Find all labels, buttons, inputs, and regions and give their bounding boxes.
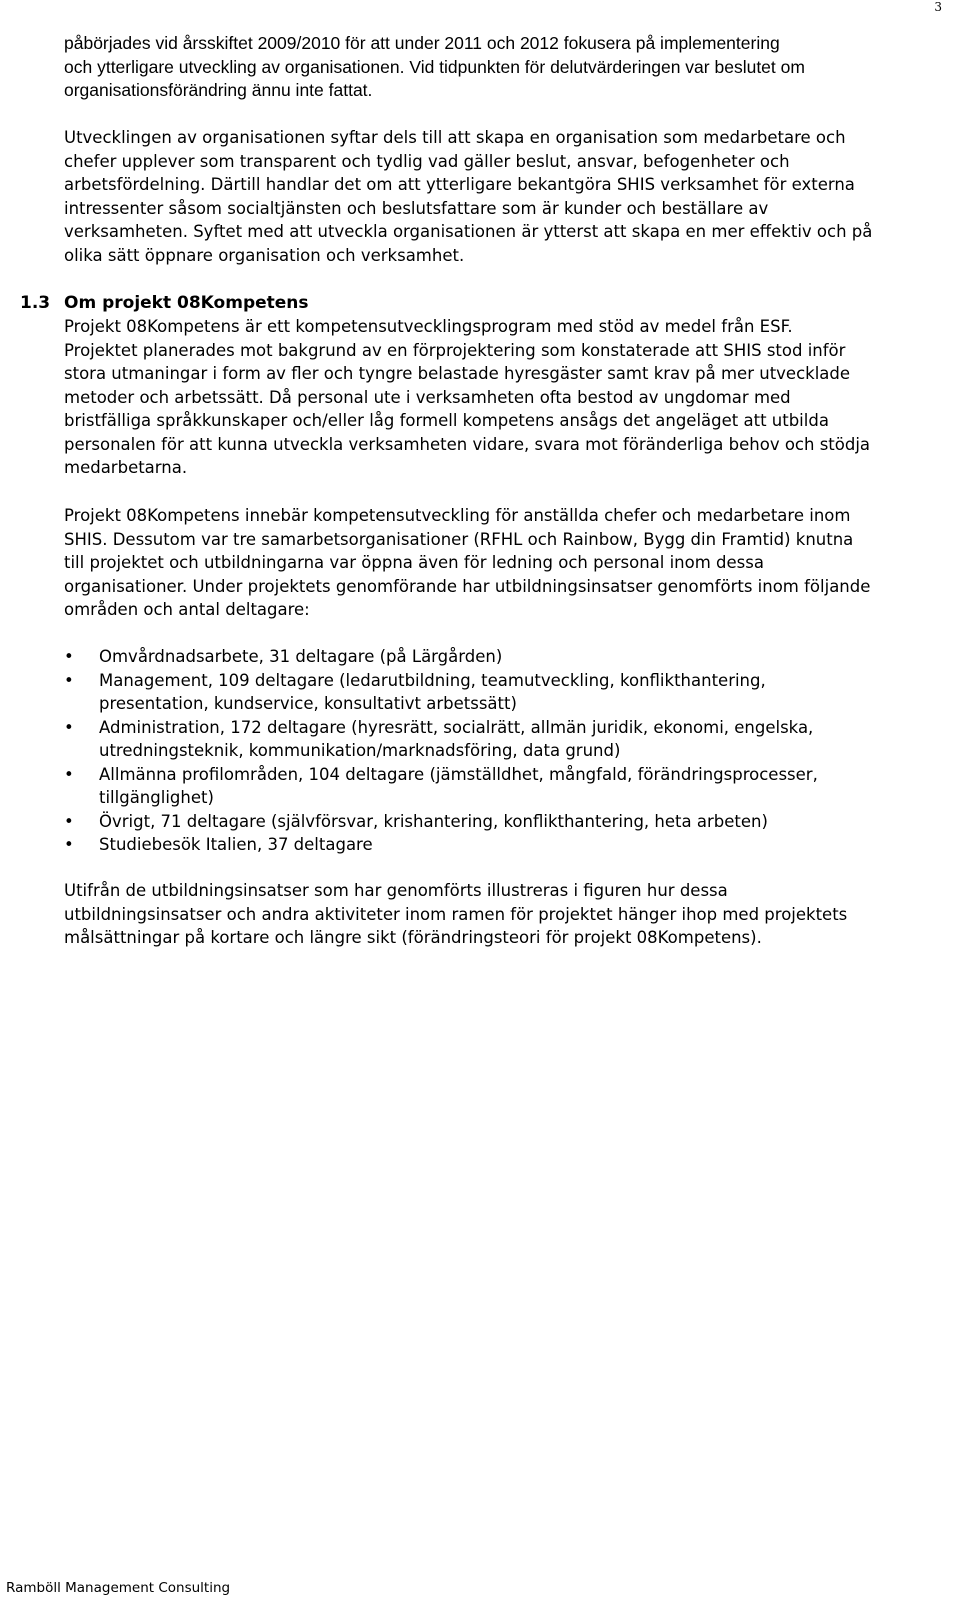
paragraph-figure-intro [64, 879, 944, 950]
text-line: arbetsfördelning. Därtill handlar det om att ytterligare bekantgöra SHIS verksamhet för externa [64, 175, 855, 194]
list-item-text: Omvårdnadsarbete, 31 deltagare (på Lärgården) [99, 647, 503, 666]
list-item-text: utredningsteknik, kommunikation/marknadsföring, data grund) [99, 741, 621, 760]
bullet-icon: • [64, 764, 74, 784]
list-item [64, 669, 818, 716]
text-line: organisationsförändring ännu inte fattat. [64, 80, 373, 100]
bullet-icon: • [64, 647, 74, 666]
list-item [64, 810, 818, 834]
text-line: Projekt 08Kompetens är ett kompetensutvecklingsprogram med stöd av medel från ESF. [64, 317, 793, 336]
page-number: 3 [934, 0, 942, 14]
list-item [64, 716, 818, 763]
list-item-text: Allmänna profilområden, 104 deltagare (jämställdhet, mångfald, förändringsprocesser, [99, 764, 818, 784]
training-areas-list [64, 645, 818, 857]
text-line: intressenter såsom socialtjänsten och beslutsfattare som är kunder och beställare av [64, 198, 769, 218]
section-title: Om projekt 08Kompetens [64, 293, 309, 313]
paragraph-intro [64, 32, 944, 103]
text-line: stora utmaningar i form av fler och tyngre belastade hyresgäster samt krav på mer utvecklade [64, 364, 851, 383]
list-item-text: presentation, kundservice, konsultativt arbetssätt) [99, 694, 517, 713]
text-line: olika sätt öppnare organisation och verksamhet. [64, 245, 465, 265]
text-line: områden och antal deltagare: [64, 600, 310, 619]
page-footer: Ramböll Management Consulting [6, 1580, 231, 1596]
list-item-text: Studiebesök Italien, 37 deltagare [99, 835, 373, 854]
paragraph-organisation-development [64, 126, 944, 267]
paragraph-project-scope [64, 504, 944, 622]
list-item-text: Administration, 172 deltagare (hyresrätt, socialrätt, allmän juridik, ekonomi, engelska, [99, 717, 814, 737]
text-line: påbörjades vid årsskiftet 2009/2010 för att under 2011 och 2012 fokusera på implementering [64, 33, 780, 53]
list-item [64, 833, 818, 857]
text-line: metoder och arbetssätt. Då personal ute i verksamheten ofta bestod av ungdomar med [64, 387, 791, 407]
text-line: Utvecklingen av organisationen syftar dels till att skapa en organisation som medarbetare och [64, 128, 846, 147]
text-line: SHIS. Dessutom var tre samarbetsorganisationer (RFHL och Rainbow, Bygg din Framtid) knutna [64, 529, 854, 549]
text-line: Projekt 08Kompetens innebär kompetensutveckling för anställda chefer och medarbetare inom [64, 506, 851, 525]
list-item-text: Management, 109 deltagare (ledarutbildning, teamutveckling, konflikthantering, [99, 670, 766, 690]
text-line: till projektet och utbildningarna var öppna även för ledning och personal inom dessa [64, 553, 764, 572]
text-line: personalen för att kunna utveckla verksamheten vidare, svara mot föränderliga behov och stödja [64, 434, 871, 454]
text-line: Utifrån de utbildningsinsatser som har genomförts illustreras i figuren hur dessa [64, 881, 728, 900]
bullet-icon: • [64, 811, 74, 831]
bullet-icon: • [64, 670, 74, 690]
bullet-icon: • [64, 835, 74, 854]
section-heading [20, 292, 309, 316]
text-line: verksamheten. Syftet med att utveckla organisationen är ytterst att skapa en mer effektiv och på [64, 222, 873, 241]
text-line: bristfälliga språkkunskaper och/eller låg formell kompetens ansågs det angeläget att utbilda [64, 411, 829, 430]
list-item-text: Övrigt, 71 deltagare (självförsvar, krishantering, konflikthantering, heta arbeten) [99, 811, 768, 831]
text-line: medarbetarna. [64, 458, 188, 477]
text-line: Projektet planerades mot bakgrund av en förprojektering som konstaterade att SHIS stod inför [64, 340, 846, 360]
paragraph-project-background [64, 315, 944, 480]
text-line: utbildningsinsatser och andra aktiviteter inom ramen för projektet hänger ihop med projektets [64, 904, 848, 924]
bullet-icon: • [64, 717, 74, 737]
list-item [64, 645, 818, 669]
list-item-text: tillgänglighet) [99, 788, 214, 807]
text-line: målsättningar på kortare och längre sikt (förändringsteori för projekt 08Kompetens). [64, 928, 762, 947]
text-line: chefer upplever som transparent och tydlig vad gäller beslut, ansvar, befogenheter och [64, 151, 790, 171]
section-number: 1.3 [20, 293, 51, 313]
text-line: organisationer. Under projektets genomförande har utbildningsinsatser genomförts inom följande [64, 576, 871, 596]
text-line: och ytterligare utveckling av organisationen. Vid tidpunkten för delutvärderingen var beslutet om [64, 56, 805, 77]
list-item [64, 763, 818, 810]
